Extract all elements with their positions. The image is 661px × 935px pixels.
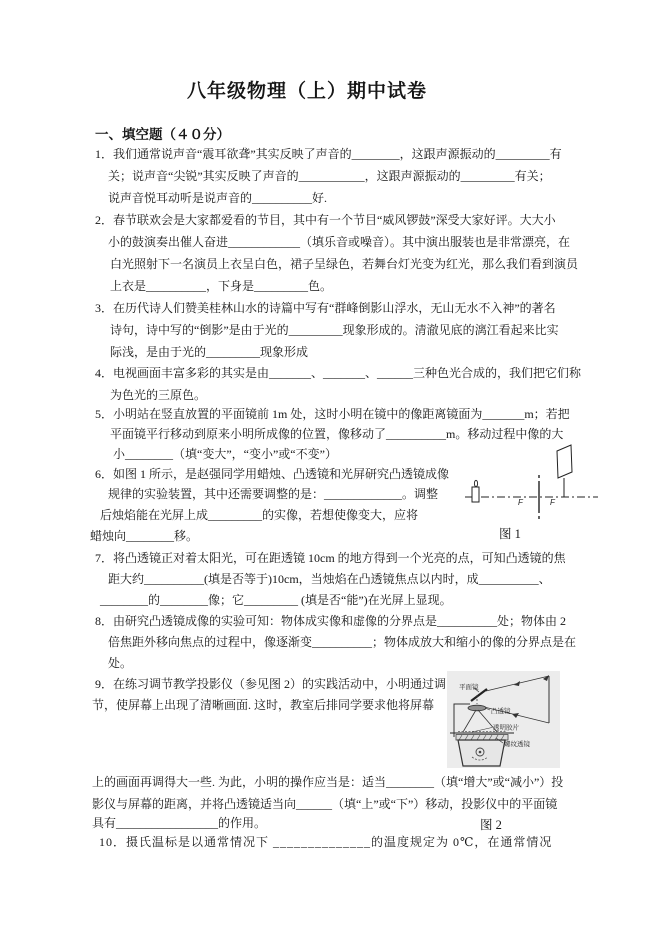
text-line: 上衣是__________，下身是_________色。 <box>110 279 333 293</box>
text-line: 10．摄氏温标是以通常情况下 ______________的温度规定为 0℃，在通常情况 <box>99 835 553 849</box>
figure2-projector <box>446 670 581 770</box>
text-line: ________的________像；它_________ (填是否“能”)在光屏上显现。 <box>100 593 452 607</box>
candle-flame <box>474 480 477 486</box>
text-line: 2．春节联欢会是大家都爱看的节目，其中有一个节目“威风锣鼓”深受大家好评。大大小 <box>95 213 556 227</box>
text-line: 1．我们通常说声音“震耳欲聋”其实反映了声音的________，这跟声源振动的_________有 <box>95 147 562 161</box>
text-line: 关；说声音“尖锐”其实反映了声音的___________，这跟声源振动的_________有关； <box>108 169 551 183</box>
projector-lens <box>468 705 486 711</box>
lamp-filament <box>479 751 482 754</box>
label-convex-lens: 凸透镜 <box>491 708 511 715</box>
focus-label-right: F <box>550 498 555 507</box>
text-line: 蜡烛向________移。 <box>90 529 199 543</box>
text-line: 小的鼓演奏出催人奋进____________（填乐音或噪音）。其中演出服装也是非常漂亮，在 <box>108 235 571 249</box>
label-fresnel: 螺纹透镜 <box>504 741 530 748</box>
fresnel-lens <box>456 735 508 741</box>
text-line: 为色光的三原色。 <box>110 388 207 402</box>
text-line: 规律的实验装置，其中还需要调整的是：_____________。调整 <box>108 487 439 501</box>
light-screen <box>557 445 572 478</box>
label-plane-mirror: 平面镜 <box>459 684 479 691</box>
text-line: 距大约__________(填是否等于)10cm，当烛焰在凸透镜焦点以内时，成__________、 <box>108 572 551 586</box>
text-line: 7．将凸透镜正对着太阳光，可在距透镜 10cm 的地方得到一个光亮的点，可知凸透镜的焦 <box>95 551 566 565</box>
text-line: 9．在练习调节教学投影仪（参见图 2）的实践活动中，小明通过调 <box>95 677 447 691</box>
text-line: 处。 <box>108 656 133 670</box>
text-line: 6．如图 1 所示，是赵强同学用蜡烛、凸透镜和光屏研究凸透镜成像 <box>95 467 450 481</box>
figure2-caption: 图 2 <box>480 818 502 832</box>
figure1-caption: 图 1 <box>499 527 521 541</box>
text-line: 平面镜平行移动到原来小明所成像的位置，像移动了__________m。移动过程中像的大 <box>110 427 564 441</box>
text-line: 4．电视画面丰富多彩的其实是由_______、_______、______三种色光合成的，我们把它们称 <box>95 366 582 380</box>
focus-label-left: F <box>518 498 523 507</box>
page-title: 八年级物理（上）期中试卷 <box>186 81 428 102</box>
text-line: 后烛焰能在光屏上成_________的实像，若想使像变大，应将 <box>100 508 419 522</box>
label-film: 透明胶片 <box>493 724 519 732</box>
text-line: 说声音悦耳动听是说声音的__________好. <box>108 191 328 205</box>
text-line: 际浅，是由于光的_________现象形成 <box>110 345 309 359</box>
text-line: 8．由研究凸透镜成像的实验可知：物体成实像和虚像的分界点是__________处；物体由 2 <box>95 614 567 628</box>
figure1-optical-bench <box>455 440 605 532</box>
lamp-housing <box>458 740 505 766</box>
text-line: 白光照射下一名演员上衣呈白色，裙子呈绿色，若舞台灯光变为红光，那么我们看到演员 <box>110 257 579 271</box>
text-line: 5．小明站在竖直放置的平面镜前 1m 处，这时小明在镜中的像距离镜面为_______m；若把 <box>95 407 570 421</box>
text-line: 倍焦距外移向焦点的过程中，像逐渐变__________；物体成放大和缩小的像的分界点是在 <box>108 635 577 649</box>
text-line: 诗句，诗中写的“倒影”是由于光的_________现象形成的。清澈见底的漓江看起来比实 <box>110 323 559 337</box>
candle-body <box>472 487 479 502</box>
text-line: 小________（填“变大”，“变小”或“不变”） <box>113 447 337 461</box>
text-line: 3．在历代诗人们赞美桂林山水的诗篇中写有“群峰倒影山浮水，无山无水不入神”的著名 <box>95 301 556 315</box>
text-line: 具有_________________的作用。 <box>92 816 267 830</box>
text-line: 上的画面再调得大一些. 为此，小明的操作应当是：适当________（填“增大”或“减小”）投 <box>92 775 564 789</box>
text-line: 节，使屏幕上出现了清晰画面. 这时，教室后排同学要求他将屏幕 <box>92 698 435 712</box>
text-line: 影仪与屏幕的距离，并将凸透镜适当向______（填“上”或“下”）移动，投影仪中的平面镜 <box>92 797 558 811</box>
section-header: 一、填空题（４０分） <box>95 127 230 142</box>
